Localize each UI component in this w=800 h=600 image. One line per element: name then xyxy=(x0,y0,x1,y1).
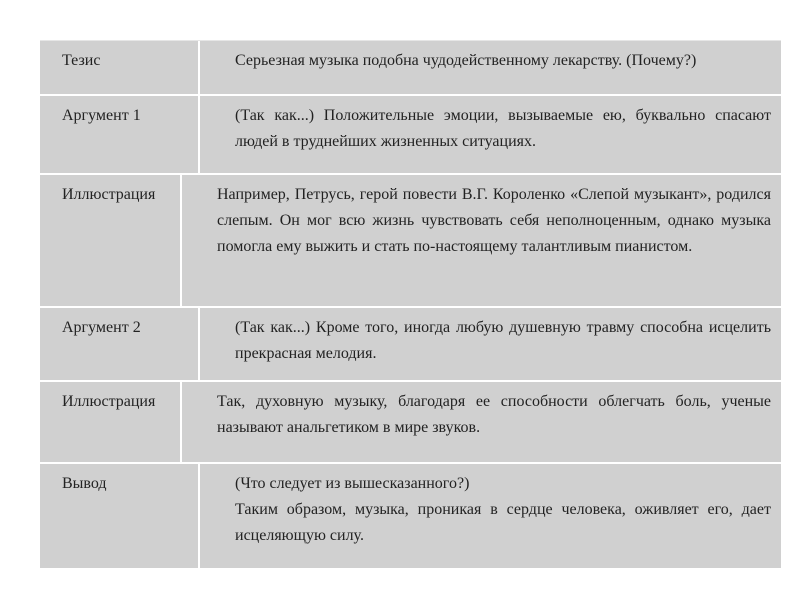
row-label: Иллюстрация xyxy=(40,175,182,306)
table-row-thesis xyxy=(40,41,781,96)
conclusion-question: (Что следует из вышесказанного?) xyxy=(235,475,470,492)
row-text: (Так как...) Положительные эмоции, вызываемые ею, буквально спасают людей в труднейших жизненных ситуациях. xyxy=(235,107,771,150)
table-row-argument-2 xyxy=(40,308,781,382)
table-row-illustration-1 xyxy=(40,175,781,308)
table-row-conclusion xyxy=(40,464,781,568)
row-label: Аргумент 2 xyxy=(40,308,200,380)
argument-table xyxy=(40,40,781,568)
row-text: Например, Петрусь, герой повести В.Г. Короленко «Слепой музыкант», родился слепым. Он мог всю жизнь чувствовать себя неполноценным, однако музыка помогла ему выжить и стать по-настоящему талантливым пианистом. xyxy=(217,186,771,255)
row-label: Тезис xyxy=(40,41,200,94)
table-row-argument-1 xyxy=(40,96,781,175)
row-text xyxy=(200,464,781,568)
conclusion-statement: Таким образом, музыка, проникая в сердце человека, оживляет его, дает исцеляющую силу. xyxy=(235,501,771,544)
row-text: Серьезная музыка подобна чудодейственному лекарству. (Почему?) xyxy=(235,52,697,69)
row-label: Иллюстрация xyxy=(40,382,182,462)
row-label: Вывод xyxy=(40,464,200,568)
row-text: (Так как...) Кроме того, иногда любую душевную травму способна исцелить прекрасная мелодия. xyxy=(235,319,771,362)
table-row-illustration-2 xyxy=(40,382,781,464)
row-text: Так, духовную музыку, благодаря ее способности облегчать боль, ученые называют анальгетиком в мире звуков. xyxy=(217,393,771,436)
row-label: Аргумент 1 xyxy=(40,96,200,173)
